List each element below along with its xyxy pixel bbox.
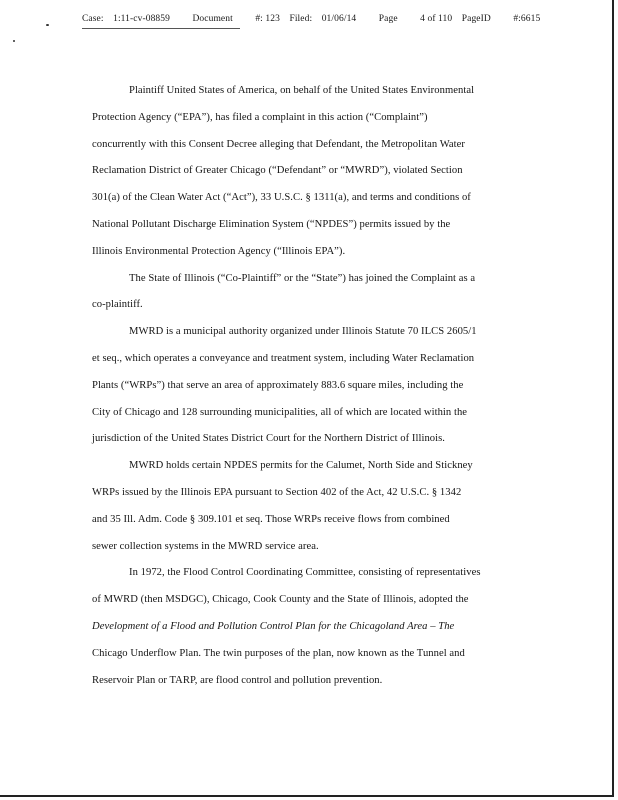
body-line: jurisdiction of the United States District Court for the Northern District of Illinois. (92, 433, 446, 445)
body-line: The State of Illinois (“Co-Plaintiff” or the “State”) has joined the Complaint as a (129, 272, 476, 284)
page-edge-bottom (0, 795, 614, 797)
page-number: 4 of 110 (420, 14, 453, 24)
body-line: Reservoir Plan or TARP, are flood control and pollution prevention. (92, 674, 383, 686)
body-line: National Pollutant Discharge Elimination System (“NPDES”) permits issued by the (92, 218, 451, 230)
body-line: concurrently with this Consent Decree alleging that Defendant, the Metropolitan Water (92, 138, 465, 150)
body-line: MWRD is a municipal authority organized under Illinois Statute 70 ILCS 2605/1 (129, 326, 477, 338)
body-line: Plants (“WRPs”) that serve an area of approximately 883.6 square miles, including the (92, 379, 464, 391)
body-line: Protection Agency (“EPA”), has filed a complaint in this action (“Complaint”) (92, 111, 428, 123)
body-line: MWRD holds certain NPDES permits for the Calumet, North Side and Stickney (129, 460, 473, 472)
pageid-number: #:6615 (513, 14, 541, 24)
case-number: 1:11-cv-08859 (113, 14, 170, 24)
page-edge-right (612, 0, 614, 797)
body-line: Chicago Underflow Plan. The twin purposes of the plan, now known as the Tunnel and (92, 647, 465, 659)
body-line: City of Chicago and 128 surrounding municipalities, all of which are located within the (92, 406, 468, 418)
body-line: In 1972, the Flood Control Coordinating Committee, consisting of representatives (129, 567, 481, 579)
filed-label: Filed: (289, 14, 313, 24)
scan-speck (46, 24, 49, 26)
body-line: sewer collection systems in the MWRD service area. (92, 540, 319, 552)
body-line: of MWRD (then MSDGC), Chicago, Cook County and the State of Illinois, adopted the (92, 594, 469, 606)
body-line: et seq., which operates a conveyance and treatment system, including Water Reclamation (92, 352, 475, 364)
filed-date: 01/06/14 (321, 14, 357, 24)
document-body (92, 78, 524, 694)
header-rule (82, 28, 240, 29)
document-label: Document (192, 14, 233, 24)
page-label: Page (378, 14, 398, 24)
body-line: 301(a) of the Clean Water Act (“Act”), 33 U.S.C. § 1311(a), and terms and conditions of (92, 192, 471, 204)
pageid-label: PageID (461, 14, 491, 24)
scan-speck (13, 40, 15, 42)
case-label: Case: (82, 14, 104, 24)
body-line: Development of a Flood and Pollution Control Plan for the Chicagoland Area – The (92, 620, 455, 632)
body-line: Illinois Environmental Protection Agency (“Illinois EPA”). (92, 245, 346, 257)
body-line: WRPs issued by the Illinois EPA pursuant to Section 402 of the Act, 42 U.S.C. § 1342 (92, 486, 462, 498)
body-line: and 35 Ill. Adm. Code § 309.101 et seq. Those WRPs receive flows from combined (92, 513, 450, 525)
body-line: Reclamation District of Greater Chicago (“Defendant” or “MWRD”), violated Section (92, 165, 463, 177)
body-line: co-plaintiff. (92, 299, 143, 311)
body-line: Plaintiff United States of America, on behalf of the United States Environmental (129, 85, 475, 96)
document-number: #: 123 (255, 14, 280, 24)
court-filing-header (82, 14, 540, 24)
